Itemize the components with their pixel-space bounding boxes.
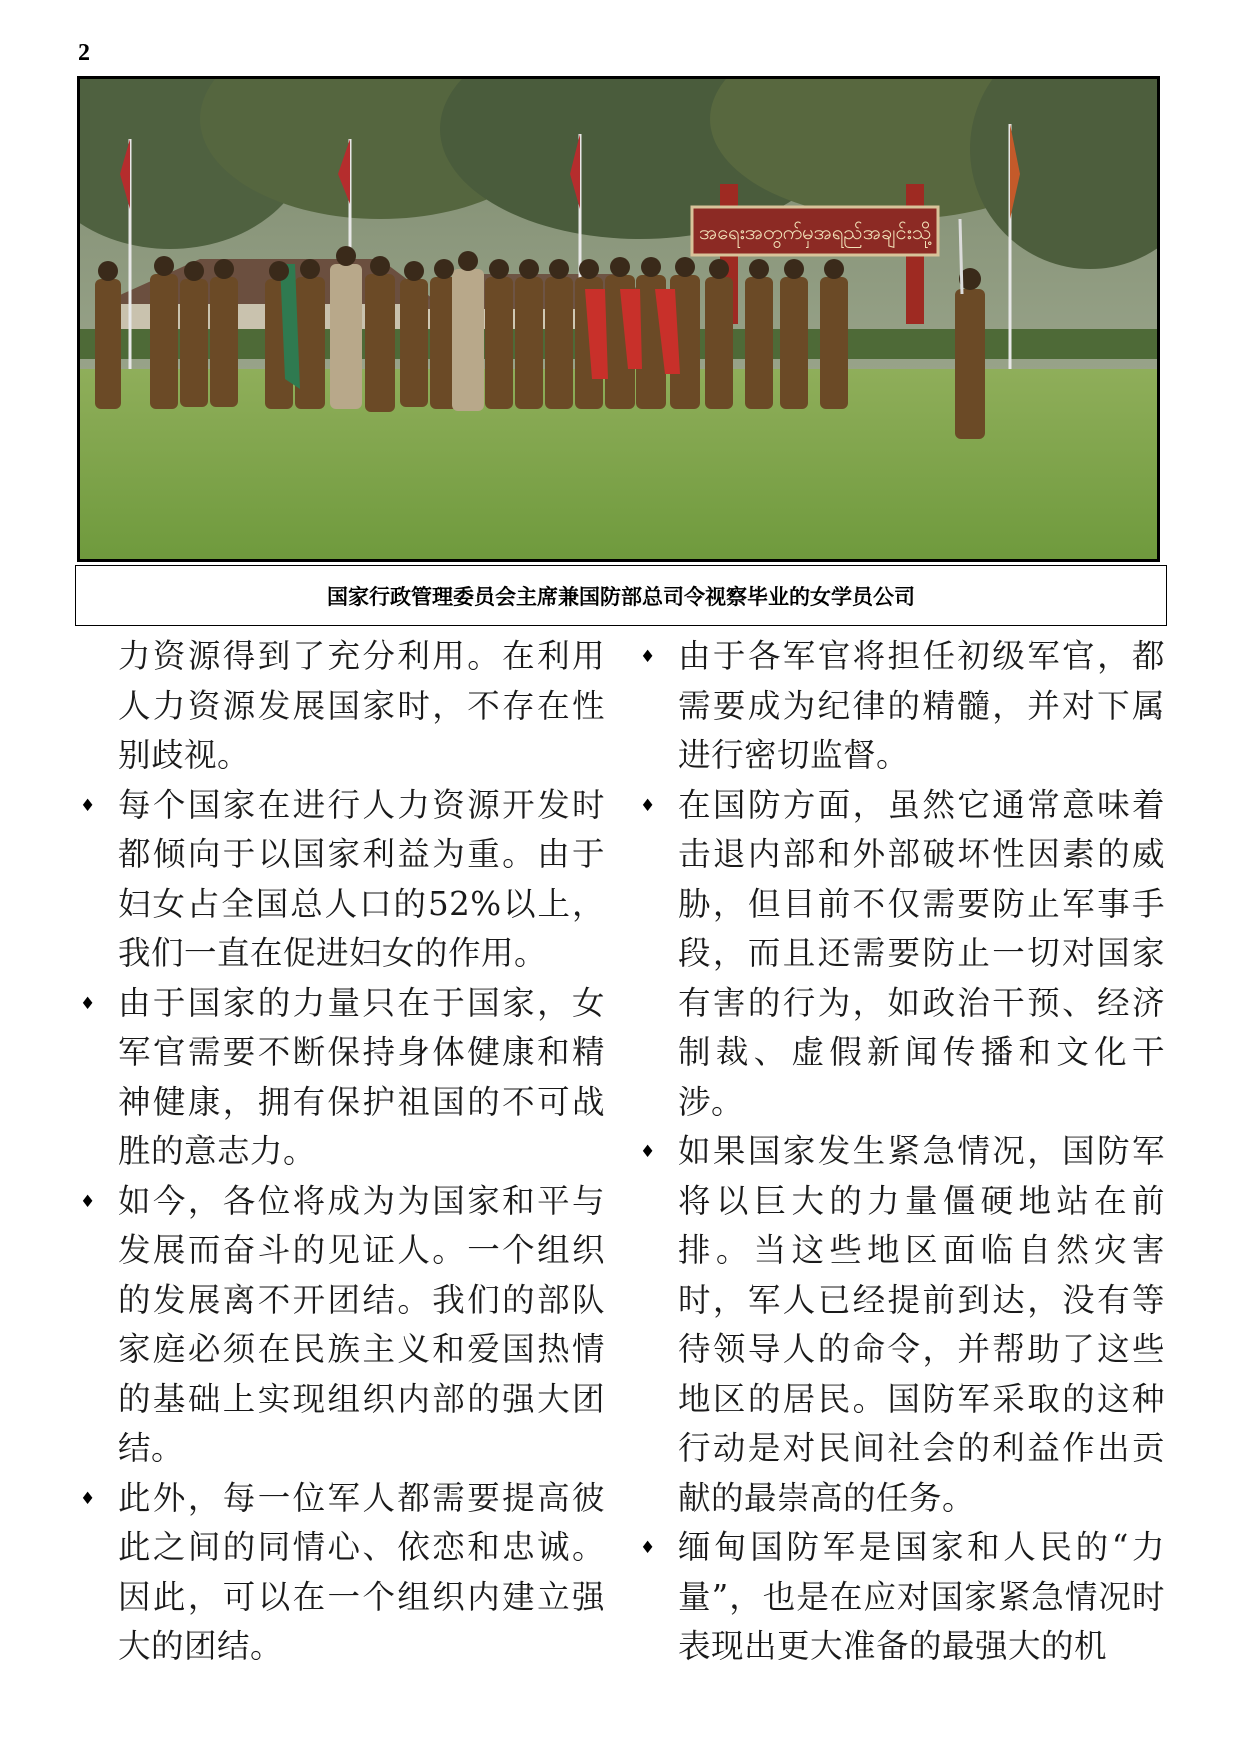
list-item <box>640 1523 1165 1672</box>
list-item <box>80 1177 605 1474</box>
list-item <box>80 979 605 1177</box>
list-item-text: 每个国家在进行人力资源开发时都倾向于以国家利益为重。由于妇女占全国总人口的52%以上，我们一直在促进妇女的作用。 <box>118 785 605 972</box>
photo-caption: 国家行政管理委员会主席兼国防部总司令视察毕业的女学员公司 <box>327 584 915 609</box>
diamond-bullet-icon: ♦ <box>80 1488 96 1509</box>
diamond-bullet-icon: ♦ <box>640 795 656 816</box>
list-item <box>80 781 605 979</box>
diamond-bullet-icon: ♦ <box>640 1142 656 1162</box>
left-column <box>80 632 605 1672</box>
photo-caption-box <box>75 565 1167 626</box>
diamond-bullet-icon: ♦ <box>80 993 96 1014</box>
list-item-text: 如今，各位将成为为国家和平与发展而奋斗的见证人。一个组织的发展离不开团结。我们的部队家庭必须在民族主义和爱国热情的基础上实现组织内部的强大团结。 <box>118 1181 605 1467</box>
sign-text: အရေးအတွက်မှအရည်အချင်းသို့ <box>698 220 932 244</box>
list-item-text: 由于国家的力量只在于国家，女军官需要不断保持身体健康和精神健康，拥有保护祖国的不可战胜的意志力。 <box>118 983 605 1170</box>
list-item-text: 在国防方面，虽然它通常意味着击退内部和外部破坏性因素的威胁，但目前不仅需要防止军事手段，而且还需要防止一切对国家有害的行为，如政治干预、经济制裁、虚假新闻传播和文化干涉。 <box>678 785 1165 1121</box>
right-column <box>640 632 1165 1672</box>
continued-paragraph: 力资源得到了充分利用。在利用人力资源发展国家时，不存在性别歧视。 <box>118 637 605 774</box>
list-item <box>80 1474 605 1672</box>
list-item-text: 缅甸国防军是国家和人民的“力量”，也是在应对国家紧急情况时表现出更大准备的最强大的机 <box>678 1528 1165 1665</box>
parade-photo <box>77 76 1160 562</box>
page-number: 2 <box>78 40 90 66</box>
list-item-text: 此外，每一位军人都需要提高彼此之间的同情心、依恋和忠诚。因此，可以在一个组织内建立强大的团结。 <box>118 1478 605 1665</box>
list-item <box>640 632 1165 781</box>
list-item-text: 由于各军官将担任初级军官，都需要成为纪律的精髓，并对下属进行密切监督。 <box>678 637 1165 774</box>
list-item-text: 如果国家发生紧急情况，国防军将以巨大的力量僵硬地站在前排。当这些地区面临自然灾害时，军人已经提前到达，没有等待领导人的命令，并帮助了这些地区的居民。国防军采取的这种行动是对民间社会的利益作出贡献的最崇高的任务。 <box>678 1132 1165 1517</box>
list-item <box>640 1127 1165 1523</box>
list-item <box>640 781 1165 1128</box>
diamond-bullet-icon: ♦ <box>640 647 656 667</box>
diamond-bullet-icon: ♦ <box>80 795 96 816</box>
diamond-bullet-icon: ♦ <box>640 1538 656 1558</box>
diamond-bullet-icon: ♦ <box>80 1191 96 1212</box>
military-parade-photo-icon <box>80 79 1157 559</box>
